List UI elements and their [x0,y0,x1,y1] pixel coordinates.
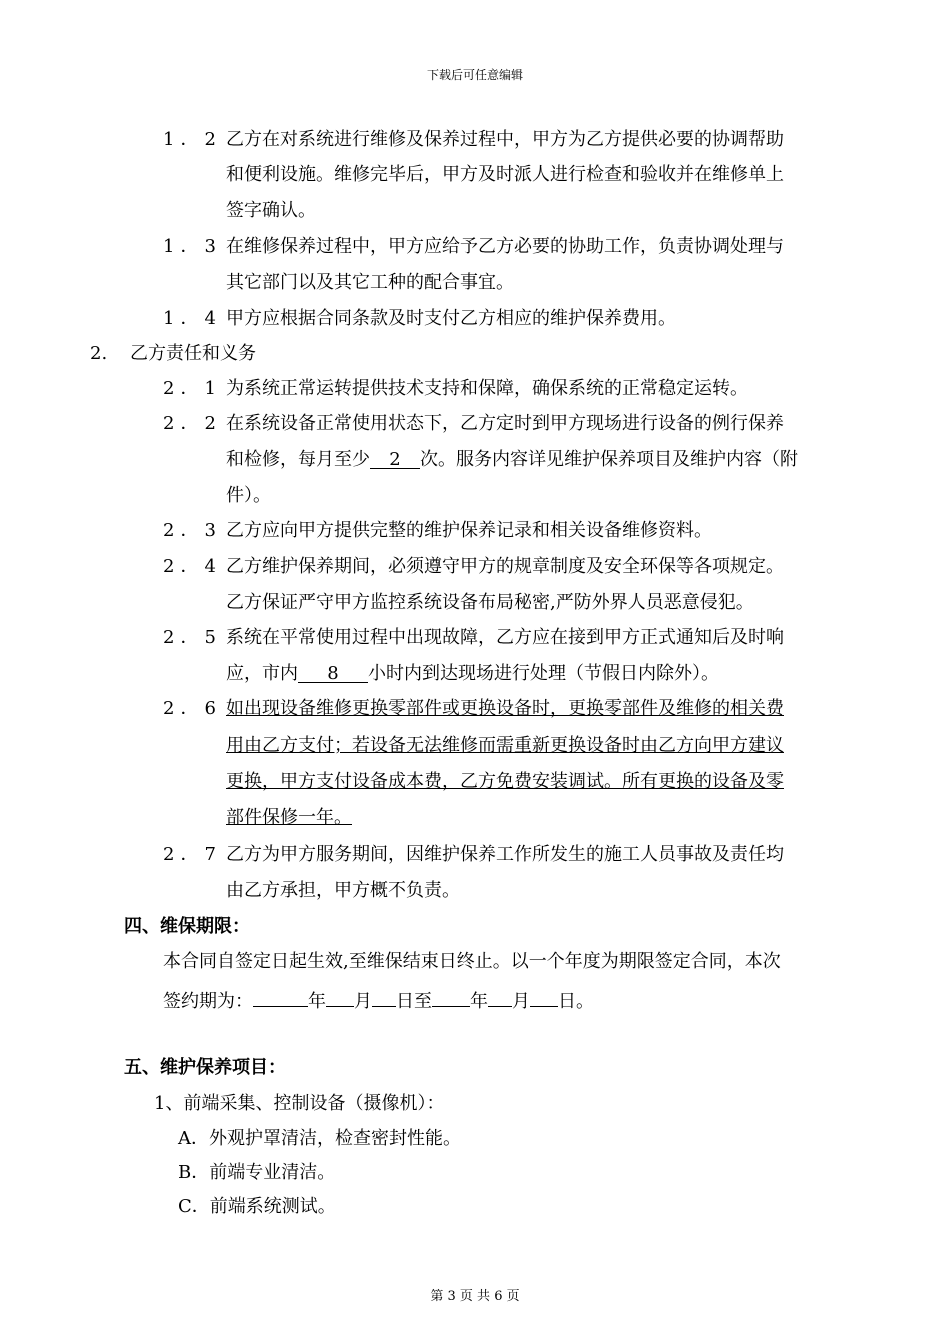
clause-text: 在维修保养过程中，甲方应给予乙方必要的协助工作，负责协调处理与 [226,236,784,257]
clause-text: 为系统正常运转提供技术支持和保障，确保系统的正常稳定运转。 [226,378,748,399]
term-period [163,986,594,1014]
clause-number: 2．1 [163,378,222,399]
section-title: 乙方责任和义务 [130,343,256,364]
response-hours-field: 8 [298,662,368,683]
clause-text: 由乙方承担，甲方概不负责。 [226,880,460,901]
section-number: 2. [90,343,108,364]
day-to-label: 日至 [396,991,432,1012]
section-heading: 四、维保期限： [124,916,250,937]
start-month-blank [326,986,354,1007]
clause-text: 如出现设备维修更换零部件或更换设备时，更换零部件及维修的相关费 [226,698,784,719]
sub-list-item: A．外观护罩清洁，检查密封性能。 [178,1128,461,1149]
clause-number: 1．4 [163,308,222,329]
clause-text: 乙方保证严守甲方监控系统设备布局秘密,严防外界人员恶意侵犯。 [226,592,754,613]
clause-text: 乙方应向甲方提供完整的维护保养记录和相关设备维修资料。 [226,520,712,541]
clause-text: 乙方在对系统进行维修及保养过程中，甲方为乙方提供必要的协调帮助 [226,129,784,150]
clause-text [226,662,719,686]
month-label: 月 [512,991,530,1012]
clause-text-part: 小时内到达现场进行处理（节假日内除外）。 [368,663,719,684]
clause-text: 用由乙方支付；若设备无法维修而需重新更换设备时由乙方向甲方建议 [226,735,784,756]
clause-number: 1．2 [163,129,222,150]
clause-text: 在系统设备正常使用状态下，乙方定时到甲方现场进行设备的例行保养 [226,413,784,434]
clause-text-part: 和检修，每月至少 [226,449,370,470]
term-period-label: 签约期为： [163,991,253,1012]
list-item: 1、前端采集、控制设备（摄像机）： [154,1093,445,1114]
clause-text: 甲方应根据合同条款及时支付乙方相应的维护保养费用。 [226,308,676,329]
clause-text: 系统在平常使用过程中出现故障，乙方应在接到甲方正式通知后及时响 [226,627,784,648]
sub-list-item: C．前端系统测试。 [178,1196,336,1217]
clause-text: 乙方为甲方服务期间，因维护保养工作所发生的施工人员事故及责任均 [226,844,784,865]
clause-number: 2．3 [163,520,222,541]
month-label: 月 [354,991,372,1012]
clause-text: 乙方维护保养期间，必须遵守甲方的规章制度及安全环保等各项规定。 [226,556,784,577]
clause-text: 更换，甲方支付设备成本费，乙方免费安装调试。所有更换的设备及零 [226,771,784,792]
clause-number: 2．6 [163,698,222,719]
sub-list-item: B．前端专业清洁。 [178,1162,336,1183]
year-label: 年 [308,991,326,1012]
clause-text: 件）。 [226,485,271,506]
clause-text: 其它部门以及其它工种的配合事宜。 [226,272,514,293]
clause-number: 1．3 [163,236,222,257]
start-day-blank [372,986,396,1007]
clause-text-part: 应，市内 [226,663,298,684]
end-day-blank [530,986,558,1007]
day-label: 日。 [558,991,594,1012]
clause-number: 2．5 [163,627,222,648]
clause-text-part: 次。服务内容详见维护保养项目及维护内容（附 [420,449,798,470]
clause-text: 签字确认。 [226,200,316,221]
clause-number: 2．4 [163,556,222,577]
end-year-blank [432,986,470,1007]
clause-text [226,448,798,472]
clause-number: 2．2 [163,413,222,434]
times-per-month-field: 2 [370,448,420,469]
year-label: 年 [470,991,488,1012]
page-header: 下载后可任意编辑 [426,68,523,82]
term-text: 本合同自签定日起生效,至维保结束日终止。以一个年度为期限签定合同，本次 [163,951,781,972]
start-year-blank [253,986,308,1007]
clause-number: 2．7 [163,844,222,865]
clause-text: 部件保修一年。 [226,807,352,828]
page-footer: 第 3 页 共 6 页 [430,1289,520,1304]
end-month-blank [488,986,512,1007]
section-heading: 五、维护保养项目： [124,1057,286,1078]
clause-text: 和便利设施。维修完毕后，甲方及时派人进行检查和验收并在维修单上 [226,164,784,185]
